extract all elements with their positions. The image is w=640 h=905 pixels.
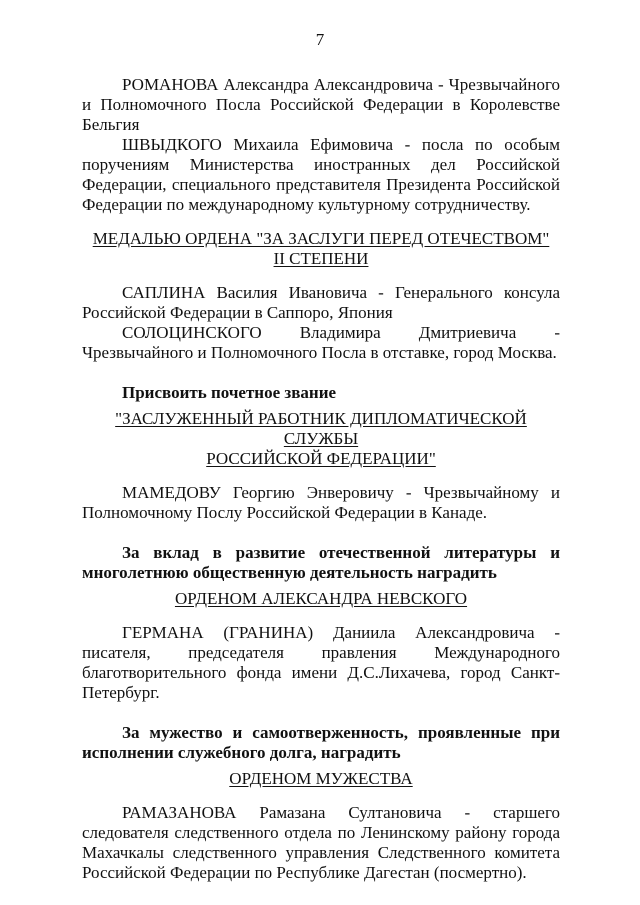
assign-title: Присвоить почетное звание — [122, 383, 337, 402]
award-entry-romanov: РОМАНОВА Александра Александровича - Чрезвычайного и Полномочного Посла Российской Федерации в Королевстве Бельгия — [82, 75, 560, 134]
award-entry-ramazanov: РАМАЗАНОВА Рамазана Султановича - старшего следователя следственного отдела по Ленинскому району города Махачкалы следственного управления Следственного комитета Российской Федерации по Республике Дагестан (посмертно). — [82, 803, 560, 882]
award-entry-german: ГЕРМАНА (ГРАНИНА) Даниила Александровича - писателя, председателя правления Международного благотворительного фонда имени Д.С.Лихачева, город Санкт-Петербург. — [82, 623, 560, 702]
award-heading-medal-line2: II СТЕПЕНИ — [273, 249, 369, 268]
literature-award-statement: За вклад в развитие отечественной литературы и многолетнюю общественную деятельность наградить — [82, 543, 560, 582]
award-heading-nevsky: ОРДЕНОМ АЛЕКСАНДРА НЕВСКОГО — [174, 589, 468, 608]
award-entry-saplin: САПЛИНА Василия Ивановича - Генерального консула Российской Федерации в Саппоро, Япония — [82, 283, 560, 322]
award-entry-mamedov: МАМЕДОВУ Георгию Энверовичу - Чрезвычайному и Полномочному Послу Российской Федерации в Канаде. — [82, 483, 560, 522]
document-body — [82, 75, 560, 883]
award-entry-solotsinsky: СОЛОЦИНСКОГО Владимира Дмитриевича - Чрезвычайного и Полномочного Посла в отставке, город Москва. — [82, 323, 560, 362]
award-heading-courage: ОРДЕНОМ МУЖЕСТВА — [229, 769, 413, 788]
honor-title-heading-line2: РОССИЙСКОЙ ФЕДЕРАЦИИ" — [206, 449, 436, 468]
award-heading-medal-line1: МЕДАЛЬЮ ОРДЕНА "ЗА ЗАСЛУГИ ПЕРЕД ОТЕЧЕСТВОМ" — [92, 229, 550, 248]
honor-title-heading-line1: "ЗАСЛУЖЕННЫЙ РАБОТНИК ДИПЛОМАТИЧЕСКОЙ СЛУЖБЫ — [115, 409, 527, 448]
page-number: 7 — [315, 30, 325, 49]
courage-award-statement: За мужество и самоотверженность, проявленные при исполнении служебного долга, наградить — [82, 723, 560, 762]
award-entry-shvydkoy: ШВЫДКОГО Михаила Ефимовича - посла по особым поручениям Министерства иностранных дел Российской Федерации, специального представителя Президента Российской Федерации по международному культурному сотрудничеству. — [82, 135, 560, 214]
